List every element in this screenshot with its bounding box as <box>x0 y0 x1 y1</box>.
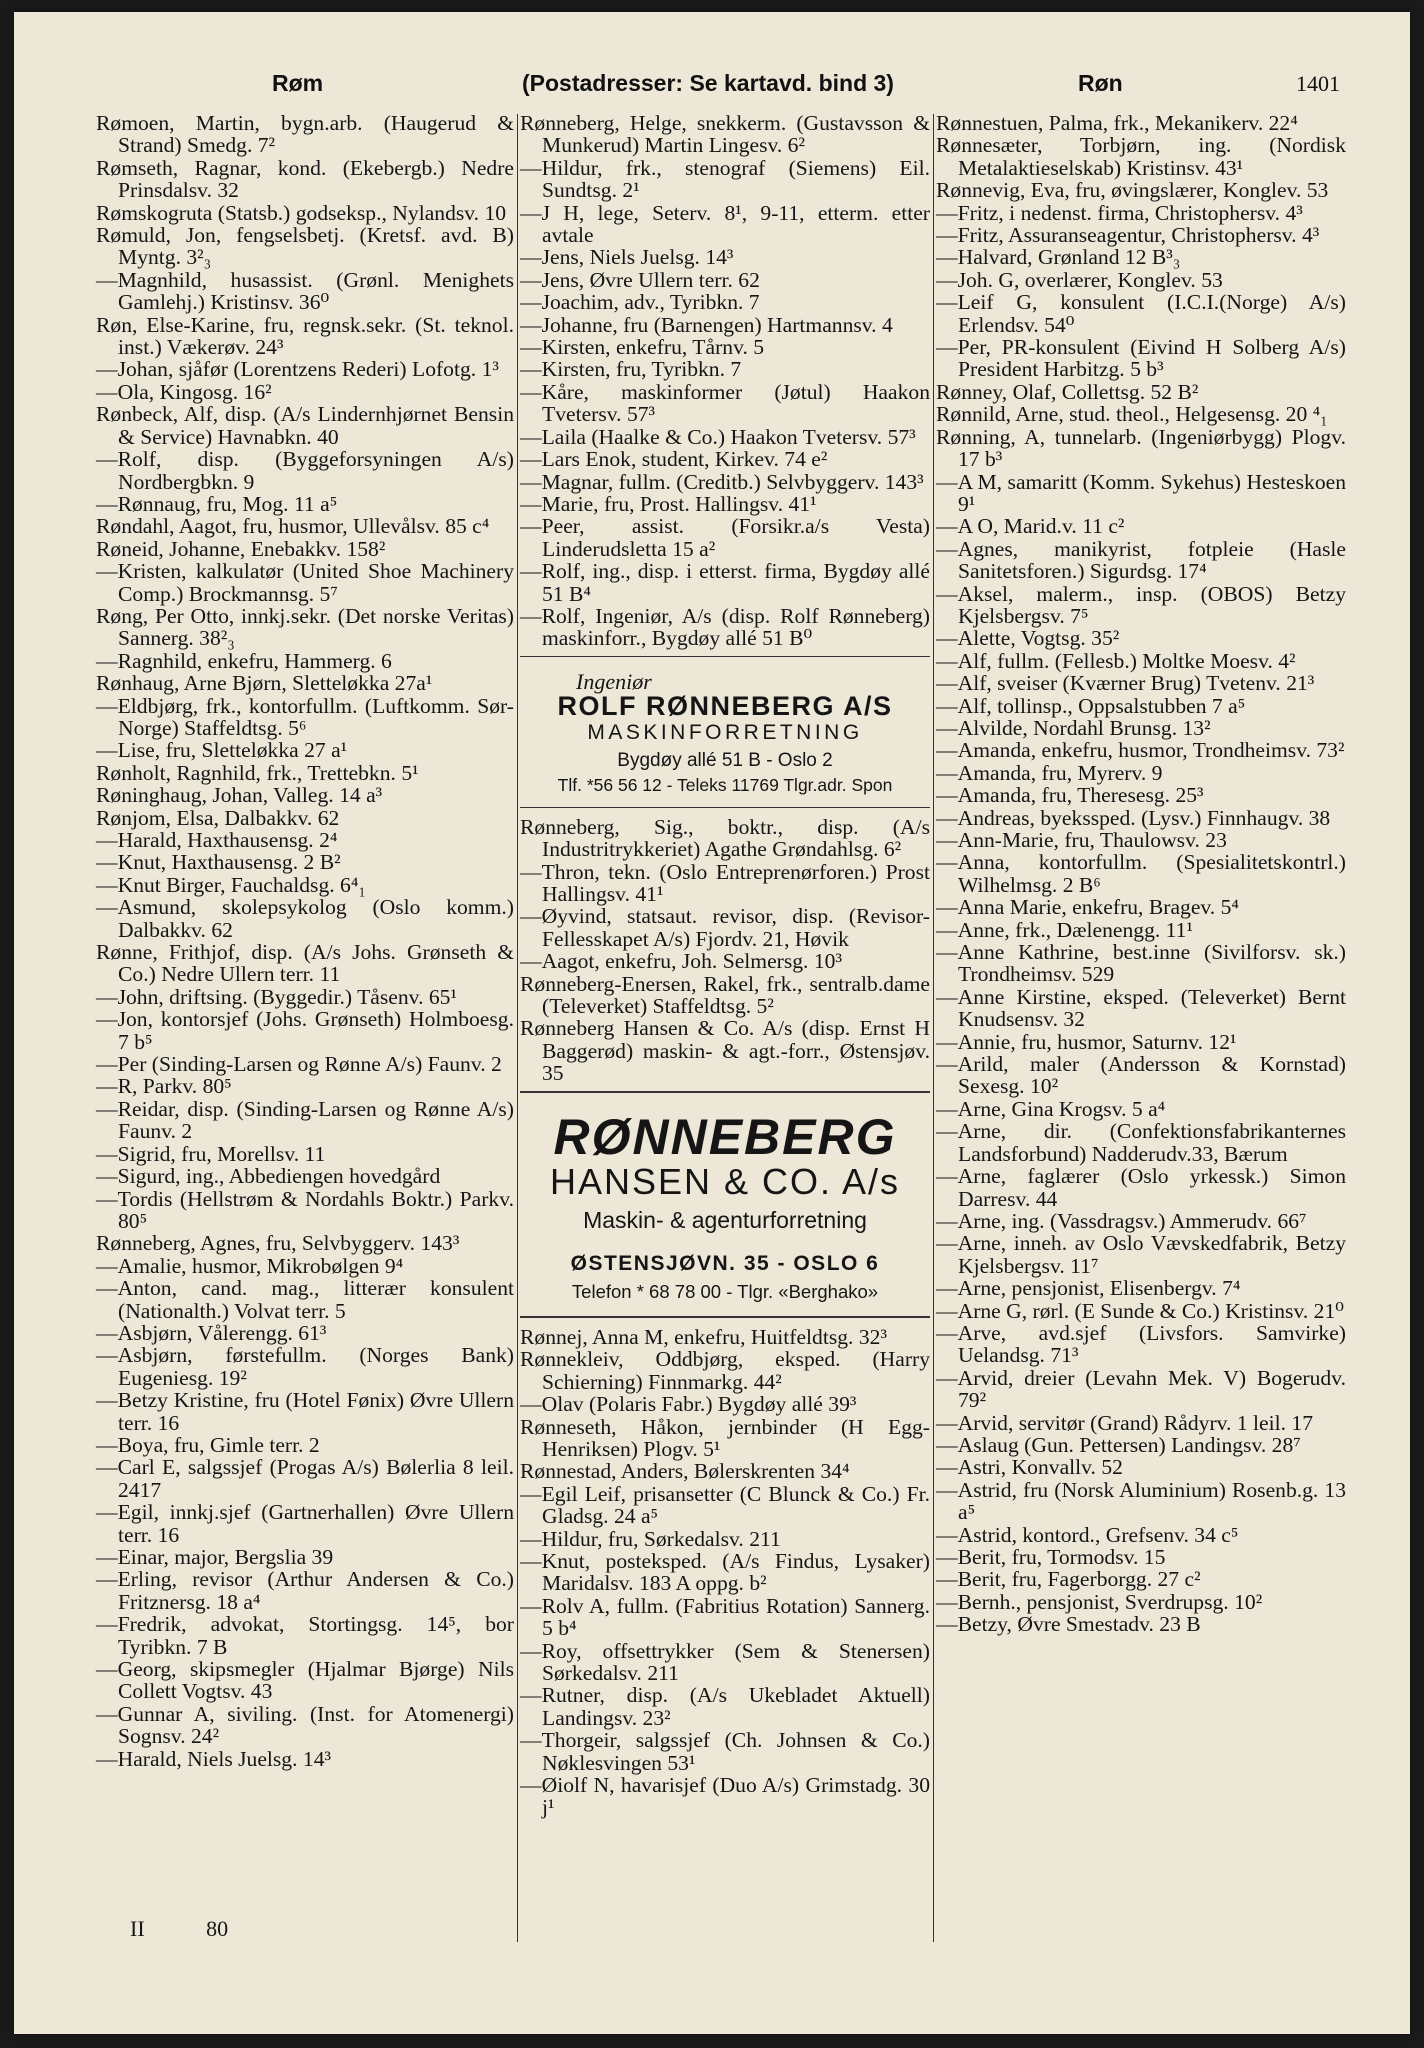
directory-entry: —Kirsten, enkefru, Tårnv. 5 <box>520 335 765 360</box>
directory-entry: —Asbjørn, Vålerengg. 61³ <box>96 1320 327 1345</box>
entries-col1 <box>96 112 514 1770</box>
directory-entry: —Magnar, fullm. (Creditb.) Selvbyggerv. 143³ <box>520 469 924 494</box>
directory-entry: —Betzy Kristine, fru (Hotel Fønix) Øvre Ullern terr. 16 <box>96 1388 514 1435</box>
sheet-signature <box>130 1916 284 1942</box>
directory-entry: Rønnestuen, Palma, frk., Mekanikerv. 22⁴ <box>936 111 1298 135</box>
directory-entry: —Laila (Haalke & Co.) Haakon Tvetersv. 57³ <box>520 424 916 449</box>
directory-entry: —A O, Marid.v. 11 c² <box>936 514 1125 539</box>
ad2-phone: Telefon * 68 78 00 - Tlgr. «Berghako» <box>571 1281 879 1303</box>
directory-entry: —Egil, innkj.sjef (Gartnerhallen) Øvre Ullern terr. 16 <box>96 1500 514 1547</box>
directory-entry: —Thorgeir, salgssjef (Ch. Johnsen & Co.) Nøklesvingen 53¹ <box>520 1728 930 1775</box>
directory-entry: —Ragnhild, enkefru, Hammerg. 6 <box>96 648 392 673</box>
directory-entry: Røng, Per Otto, innkj.sekr. (Det norske Veritas) Sannerg. 38²₃ <box>96 603 514 651</box>
directory-entry: —Aagot, enkefru, Joh. Selmersg. 10³ <box>520 949 842 974</box>
directory-entry: —Arve, avd.sjef (Livsfors. Samvirke) Uelandsg. 71³ <box>936 1320 1346 1368</box>
entries-col2-top <box>520 112 930 650</box>
directory-entry: —Arne, faglærer (Oslo yrkessk.) Simon Darresv. 44 <box>936 1164 1346 1211</box>
directory-entry: —Hildur, fru, Sørkedalsv. 211 <box>520 1526 781 1551</box>
directory-entry: —Amanda, fru, Theresesg. 25³ <box>936 783 1204 808</box>
directory-entry: —R, Parkv. 80⁵ <box>96 1074 232 1099</box>
directory-entry: —Agnes, manikyrist, fotpleie (Hasle Sanitetsforen.) Sigurdsg. 17⁴ <box>936 536 1346 584</box>
volume-number: II <box>130 1916 145 1941</box>
directory-entry: Rønnesæter, Torbjørn, ing. (Nordisk Metalaktieselskab) Kristinsv. 43¹ <box>936 133 1346 180</box>
directory-entry: —Thron, tekn. (Oslo Entreprenørforen.) Prost Hallingsv. 41¹ <box>520 859 930 906</box>
directory-entry: —Arvid, dreier (Levahn Mek. V) Bogerudv. 79² <box>936 1365 1346 1413</box>
directory-entry: —Fritz, Assuranseagentur, Christophersv. 4³ <box>936 223 1320 248</box>
directory-entry: —Joachim, adv., Tyribkn. 7 <box>520 290 760 315</box>
directory-entry: —Arne, Gina Krogsv. 5 a⁴ <box>936 1096 1166 1121</box>
directory-entry: —Knut, posteksped. (A/s Findus, Lysaker) Maridalsv. 183 A oppg. b² <box>520 1548 930 1596</box>
directory-entry: —Betzy, Øvre Smestadv. 23 B <box>936 1612 1201 1637</box>
directory-entry: —Tordis (Hellstrøm & Nordahls Boktr.) Parkv. 80⁵ <box>96 1186 514 1233</box>
directory-entry: —Arne, pensjonist, Elisenbergv. 7⁴ <box>936 1276 1241 1301</box>
ad-brand-name: ROLF RØNNEBERG A/S <box>557 691 893 722</box>
ad-business-type: MASKINFORRETNING <box>587 720 863 744</box>
directory-entry: —Johan, sjåfør (Lorentzens Rederi) Lofotg. 1³ <box>96 357 499 382</box>
entries-col2-mid <box>520 816 930 1085</box>
directory-entry: —Per (Sinding-Larsen og Rønne A/s) Faunv. 2 <box>96 1052 502 1077</box>
directory-entry: —Alf, sveiser (Kværner Brug) Tvetenv. 21³ <box>936 671 1315 696</box>
directory-entry: —Aksel, malerm., insp. (OBOS) Betzy Kjelsbergsv. 7⁵ <box>936 581 1346 628</box>
directory-entry: —Lise, fru, Sletteløkka 27 a¹ <box>96 738 348 763</box>
directory-entry: —Joh. G, overlærer, Konglev. 53 <box>936 267 1223 292</box>
directory-entry: —Boya, fru, Gimle terr. 2 <box>96 1432 320 1457</box>
directory-entry: —Halvard, Grønland 12 B³₃ <box>936 245 1181 270</box>
directory-entry: Rønhaug, Arne Bjørn, Sletteløkka 27a¹ <box>96 671 433 696</box>
column-middle <box>520 112 930 1819</box>
directory-entry: —Alf, tollinsp., Oppsalstubben 7 a⁵ <box>936 693 1246 718</box>
directory-entry: —Anton, cand. mag., litterær konsulent (Nationalth.) Volvat terr. 5 <box>96 1276 514 1323</box>
directory-entry: Røndahl, Aagot, fru, husmor, Ullevålsv. 85 c⁴ <box>96 514 490 539</box>
directory-entry: —Astrid, fru (Norsk Aluminium) Rosenb.g. 13 a⁵ <box>936 1477 1346 1525</box>
directory-entry: —Rutner, disp. (A/s Ukebladet Aktuell) Landingsv. 23² <box>520 1683 930 1730</box>
directory-entry: —Anna, kontorfullm. (Spesialitetskontrl.) Wilhelmsg. 2 B⁶ <box>936 850 1346 897</box>
column-divider-left <box>517 114 518 1942</box>
directory-entry: —Olav (Polaris Fabr.) Bygdøy allé 39³ <box>520 1392 857 1417</box>
directory-entry: —Astrid, kontord., Grefsenv. 34 c⁵ <box>936 1522 1239 1547</box>
directory-entry: —Kristen, kalkulatør (United Shoe Machinery Comp.) Brockmannsg. 5⁷ <box>96 559 514 606</box>
ad2-rule-top <box>520 1091 930 1093</box>
directory-entry: —Anne, frk., Dælenengg. 11¹ <box>936 917 1193 942</box>
directory-entry: —Andreas, byekssped. (Lysv.) Finnhaugv. 38 <box>936 805 1331 830</box>
directory-entry: Rømseth, Ragnar, kond. (Ekebergb.) Nedre Prinsdalsv. 32 <box>96 155 514 203</box>
ad-rule-top <box>520 656 930 657</box>
directory-entry: Rønneseth, Håkon, jernbinder (H Egg-Henriksen) Plogv. 5¹ <box>520 1414 930 1461</box>
directory-entry: —Leif G, konsulent (I.C.I.(Norge) A/s) Erlendsv. 54⁰ <box>936 290 1346 337</box>
directory-entry: —Rolf, disp. (Byggeforsyningen A/s) Nordbergbkn. 9 <box>96 447 514 494</box>
directory-entry: —Berit, fru, Tormodsv. 15 <box>936 1545 1166 1569</box>
directory-entry: —Arild, maler (Andersson & Kornstad) Sexesg. 10² <box>936 1052 1346 1099</box>
directory-entry: Rønholt, Ragnhild, frk., Trettebkn. 5¹ <box>96 760 419 785</box>
directory-entry: —Johanne, fru (Barnengen) Hartmannsv. 4 <box>520 312 893 337</box>
directory-entry: Rønnevig, Eva, fru, øvingslærer, Konglev. 53 <box>936 178 1329 203</box>
column-divider-right <box>933 114 934 1942</box>
header-right-keyword: Røn <box>1078 70 1123 96</box>
directory-entry: Rømskogruta (Statsb.) godseksp., Nylandsv. 10 <box>96 200 507 225</box>
directory-entry: —Arvid, servitør (Grand) Rådyrv. 1 leil. 17 <box>936 1410 1314 1435</box>
running-header <box>14 70 1410 104</box>
directory-entry: —Roy, offsettrykker (Sem & Stenersen) Sørkedalsv. 211 <box>520 1638 930 1685</box>
directory-entry: —Arne, dir. (Confektionsfabrikanternes Landsforbund) Nadderudv.33, Bærum <box>936 1119 1346 1166</box>
directory-entry: Rønnej, Anna M, enkefru, Huitfeldtsg. 32³ <box>520 1324 887 1349</box>
directory-entry: —A M, samaritt (Komm. Sykehus) Hesteskoen 9¹ <box>936 469 1346 516</box>
directory-entry: Rønnestad, Anders, Bølerskrenten 34⁴ <box>520 1459 850 1484</box>
directory-entry: —Ann-Marie, fru, Thaulowsv. 23 <box>936 828 1227 852</box>
directory-entry: —Per, PR-konsulent (Eivind H Solberg A/s) President Harbitzg. 5 b³ <box>936 335 1346 382</box>
directory-entry: —Georg, skipsmegler (Hjalmar Bjørge) Nils Collett Vogtsv. 43 <box>96 1657 514 1704</box>
directory-entry: —Kirsten, fru, Tyribkn. 7 <box>520 357 742 382</box>
directory-page <box>14 12 1410 2034</box>
ad2-brand-name: RØNNEBERG <box>553 1108 897 1165</box>
directory-entry: —Anna Marie, enkefru, Bragev. 5⁴ <box>936 895 1239 920</box>
directory-entry: Rønjom, Elsa, Dalbakkv. 62 <box>96 805 340 830</box>
ad2-business-type: Maskin- & agenturforretning <box>583 1206 867 1233</box>
directory-entry: —Jens, Niels Juelsg. 14³ <box>520 245 734 270</box>
directory-entry: Rønne, Frithjof, disp. (A/s Johs. Grønseth & Co.) Nedre Ullern terr. 11 <box>96 940 514 987</box>
directory-entry: Røninghaug, Johan, Valleg. 14 a³ <box>96 783 383 808</box>
advertisement-ronneberg-hansen <box>520 1101 930 1310</box>
directory-entry: Rønneberg, Sig., boktr., disp. (A/s Industritrykkeriet) Agathe Grøndahlsg. 6² <box>520 814 930 862</box>
directory-entry: —Rolf, ing., disp. i etterst. firma, Bygdøy allé 51 B⁴ <box>520 559 930 606</box>
directory-entry: Rønneberg-Enersen, Rakel, frk., sentralb.dame (Televerket) Staffeldtsg. 5² <box>520 971 930 1019</box>
directory-entry: —Asmund, skolepsykolog (Oslo komm.) Dalbakkv. 62 <box>96 895 514 942</box>
column-right <box>936 112 1346 1636</box>
entries-col3 <box>936 112 1346 1636</box>
directory-entry: —Fredrik, advokat, Stortingsg. 14⁵, bor Tyribkn. 7 B <box>96 1612 514 1659</box>
directory-entry: Røneid, Johanne, Enebakkv. 158² <box>96 536 386 561</box>
directory-entry: —Jens, Øvre Ullern terr. 62 <box>520 267 760 292</box>
directory-entry: —Knut, Haxthausensg. 2 B² <box>96 850 341 875</box>
page-number: 1401 <box>1296 71 1340 96</box>
ad-rule-bottom <box>520 807 930 808</box>
directory-entry: —Erling, revisor (Arthur Andersen & Co.) Fritznersg. 18 a⁴ <box>96 1567 514 1614</box>
directory-entry: —Fritz, i nedenst. firma, Christophersv. 4³ <box>936 200 1303 225</box>
directory-entry: —Anne Kathrine, best.inne (Sivilforsv. sk.) Trondheimsv. 529 <box>936 940 1346 987</box>
directory-entry: —Berit, fru, Fagerborgg. 27 c² <box>936 1567 1201 1592</box>
ad2-rule-bottom <box>520 1316 930 1318</box>
directory-entry: —Sigurd, ing., Abbediengen hovedgård <box>96 1164 441 1189</box>
directory-entry: —Arne, inneh. av Oslo Vævskedfabrik, Betzy Kjelsbergsv. 11⁷ <box>936 1231 1346 1278</box>
directory-entry: —Marie, fru, Prost. Hallingsv. 41¹ <box>520 491 817 516</box>
sheet-number: 80 <box>206 1916 229 1941</box>
directory-entry: —Alvilde, Nordahl Brunsg. 13² <box>936 715 1211 740</box>
ad-address: Bygdøy allé 51 B - Oslo 2 <box>617 749 833 771</box>
directory-entry: —Carl E, salgssjef (Progas A/s) Bølerlia 8 leil. 2417 <box>96 1455 514 1502</box>
ad-phone: Tlf. *56 56 12 - Teleks 11769 Tlgr.adr. Spon <box>557 775 893 796</box>
directory-entry: —Alf, fullm. (Fellesb.) Moltke Moesv. 4² <box>936 648 1296 673</box>
directory-entry: —Amalie, husmor, Mikrobølgen 9⁴ <box>96 1253 404 1278</box>
directory-entry: Røn, Else-Karine, fru, regnsk.sekr. (St. teknol. inst.) Vækerøv. 24³ <box>96 312 514 360</box>
directory-entry: —Astri, Konvallv. 52 <box>936 1455 1123 1480</box>
directory-entry: —Arne, ing. (Vassdragsv.) Ammerudv. 66⁷ <box>936 1208 1307 1233</box>
directory-entry: Rønneberg, Helge, snekkerm. (Gustavsson & Munkerud) Martin Lingesv. 6² <box>520 111 930 158</box>
directory-entry: —Gunnar A, siviling. (Inst. for Atomenergi) Sognsv. 24² <box>96 1701 514 1749</box>
directory-entry: —Øyvind, statsaut. revisor, disp. (Revisor-Fellesskapet A/s) Fjordv. 21, Høvik <box>520 904 930 951</box>
directory-entry: —Øiolf N, havarisjef (Duo A/s) Grimstadg. 30 j¹ <box>520 1773 930 1820</box>
directory-entry: —Harald, Haxthausensg. 2⁴ <box>96 828 338 852</box>
column-left <box>96 112 514 1770</box>
directory-entry: —Einar, major, Bergslia 39 <box>96 1545 334 1569</box>
directory-entry: —Eldbjørg, frk., kontorfullm. (Luftkomm. Sør-Norge) Staffeldtsg. 5⁶ <box>96 693 514 740</box>
directory-entry: —Peer, assist. (Forsikr.a/s Vesta) Linderudsletta 15 a² <box>520 514 930 561</box>
directory-entry: —Amanda, enkefru, husmor, Trondheimsv. 73² <box>936 738 1345 763</box>
directory-entry: —Sigrid, fru, Morellsv. 11 <box>96 1141 326 1166</box>
directory-entry: —Anne Kirstine, eksped. (Televerket) Bernt Knudsensv. 32 <box>936 984 1346 1032</box>
directory-entry: —Jon, kontorsjef (Johs. Grønseth) Holmboesg. 7 b⁵ <box>96 1007 514 1054</box>
directory-entry: —Harald, Niels Juelsg. 14³ <box>96 1746 331 1771</box>
directory-entry: Rønneberg Hansen & Co. A/s (disp. Ernst H Baggerød) maskin- & agt.-forr., Østensjøv. 35 <box>520 1016 930 1086</box>
directory-entry: Rønnekleiv, Oddbjørg, eksped. (Harry Schierning) Finnmarkg. 44² <box>520 1347 930 1394</box>
directory-entry: —Asbjørn, førstefullm. (Norges Bank) Eugeniesg. 19² <box>96 1343 514 1390</box>
directory-entry: —Rønnaug, fru, Mog. 11 a⁵ <box>96 491 338 516</box>
ad2-brand-subtitle: HANSEN & CO. A/s <box>549 1160 901 1202</box>
directory-entry: —J H, lege, Seterv. 8¹, 9-11, etterm. etter avtale <box>520 200 930 248</box>
directory-entry: —Amanda, fru, Myrerv. 9 <box>936 760 1163 785</box>
ad2-address: ØSTENSJØVN. 35 - OSLO 6 <box>570 1252 880 1276</box>
directory-entry: Rømuld, Jon, fengselsbetj. (Kretsf. avd. B) Myntg. 3²₃ <box>96 223 514 270</box>
directory-entry: —Rolf, Ingeniør, A/s (disp. Rolf Rønneberg) maskinforr., Bygdøy allé 51 B⁰ <box>520 603 930 651</box>
directory-entry: Rønnild, Arne, stud. theol., Helgesensg. 20 ⁴₁ <box>936 402 1328 427</box>
directory-entry: —Alette, Vogtsg. 35² <box>936 626 1120 651</box>
directory-entry: —Magnhild, husassist. (Grønl. Menighets Gamlehj.) Kristinsv. 36⁰ <box>96 267 514 315</box>
directory-entry: —Lars Enok, student, Kirkev. 74 e² <box>520 447 828 472</box>
ad-script-title: Ingeniør <box>576 668 652 694</box>
directory-entry: —Ola, Kingosg. 16² <box>96 379 272 404</box>
directory-entry: —Knut Birger, Fauchaldsg. 6⁴₁ <box>96 872 366 897</box>
directory-entry: —Egil Leif, prisansetter (C Blunck & Co.) Fr. Gladsg. 24 a⁵ <box>520 1481 930 1529</box>
directory-entry: —Bernh., pensjonist, Sverdrupsg. 10² <box>936 1589 1263 1614</box>
header-left-keyword: Røm <box>272 70 324 96</box>
directory-entry: Rønbeck, Alf, disp. (A/s Lindernhjørnet Bensin & Service) Havnabkn. 40 <box>96 402 514 449</box>
entries-col2-bottom <box>520 1326 930 1819</box>
directory-entry: —Hildur, frk., stenograf (Siemens) Eil. Sundtsg. 2¹ <box>520 155 930 203</box>
directory-entry: —Arne G, rørl. (E Sunde & Co.) Kristinsv. 21⁰ <box>936 1298 1344 1323</box>
directory-entry: —Reidar, disp. (Sinding-Larsen og Rønne A/s) Faunv. 2 <box>96 1096 514 1144</box>
directory-entry: —Kåre, maskinformer (Jøtul) Haakon Tvetersv. 57³ <box>520 379 930 427</box>
directory-entry: Rømoen, Martin, bygn.arb. (Haugerud & Strand) Smedg. 7² <box>96 111 514 158</box>
header-center-note: (Postadresser: Se kartavd. bind 3) <box>522 70 894 96</box>
directory-entry: —Aslaug (Gun. Pettersen) Landingsv. 28⁷ <box>936 1432 1301 1457</box>
directory-entry: —John, driftsing. (Byggedir.) Tåsenv. 65¹ <box>96 984 457 1009</box>
advertisement-rolf-ronneberg <box>520 665 930 801</box>
directory-entry: Rønney, Olaf, Collettsg. 52 B² <box>936 379 1199 404</box>
directory-entry: Rønning, A, tunnelarb. (Ingeniørbygg) Plogv. 17 b³ <box>936 424 1346 472</box>
directory-entry: Rønneberg, Agnes, fru, Selvbyggerv. 143³ <box>96 1231 460 1256</box>
directory-entry: —Annie, fru, husmor, Saturnv. 12¹ <box>936 1029 1237 1054</box>
directory-entry: —Rolv A, fullm. (Fabritius Rotation) Sannerg. 5 b⁴ <box>520 1593 930 1641</box>
